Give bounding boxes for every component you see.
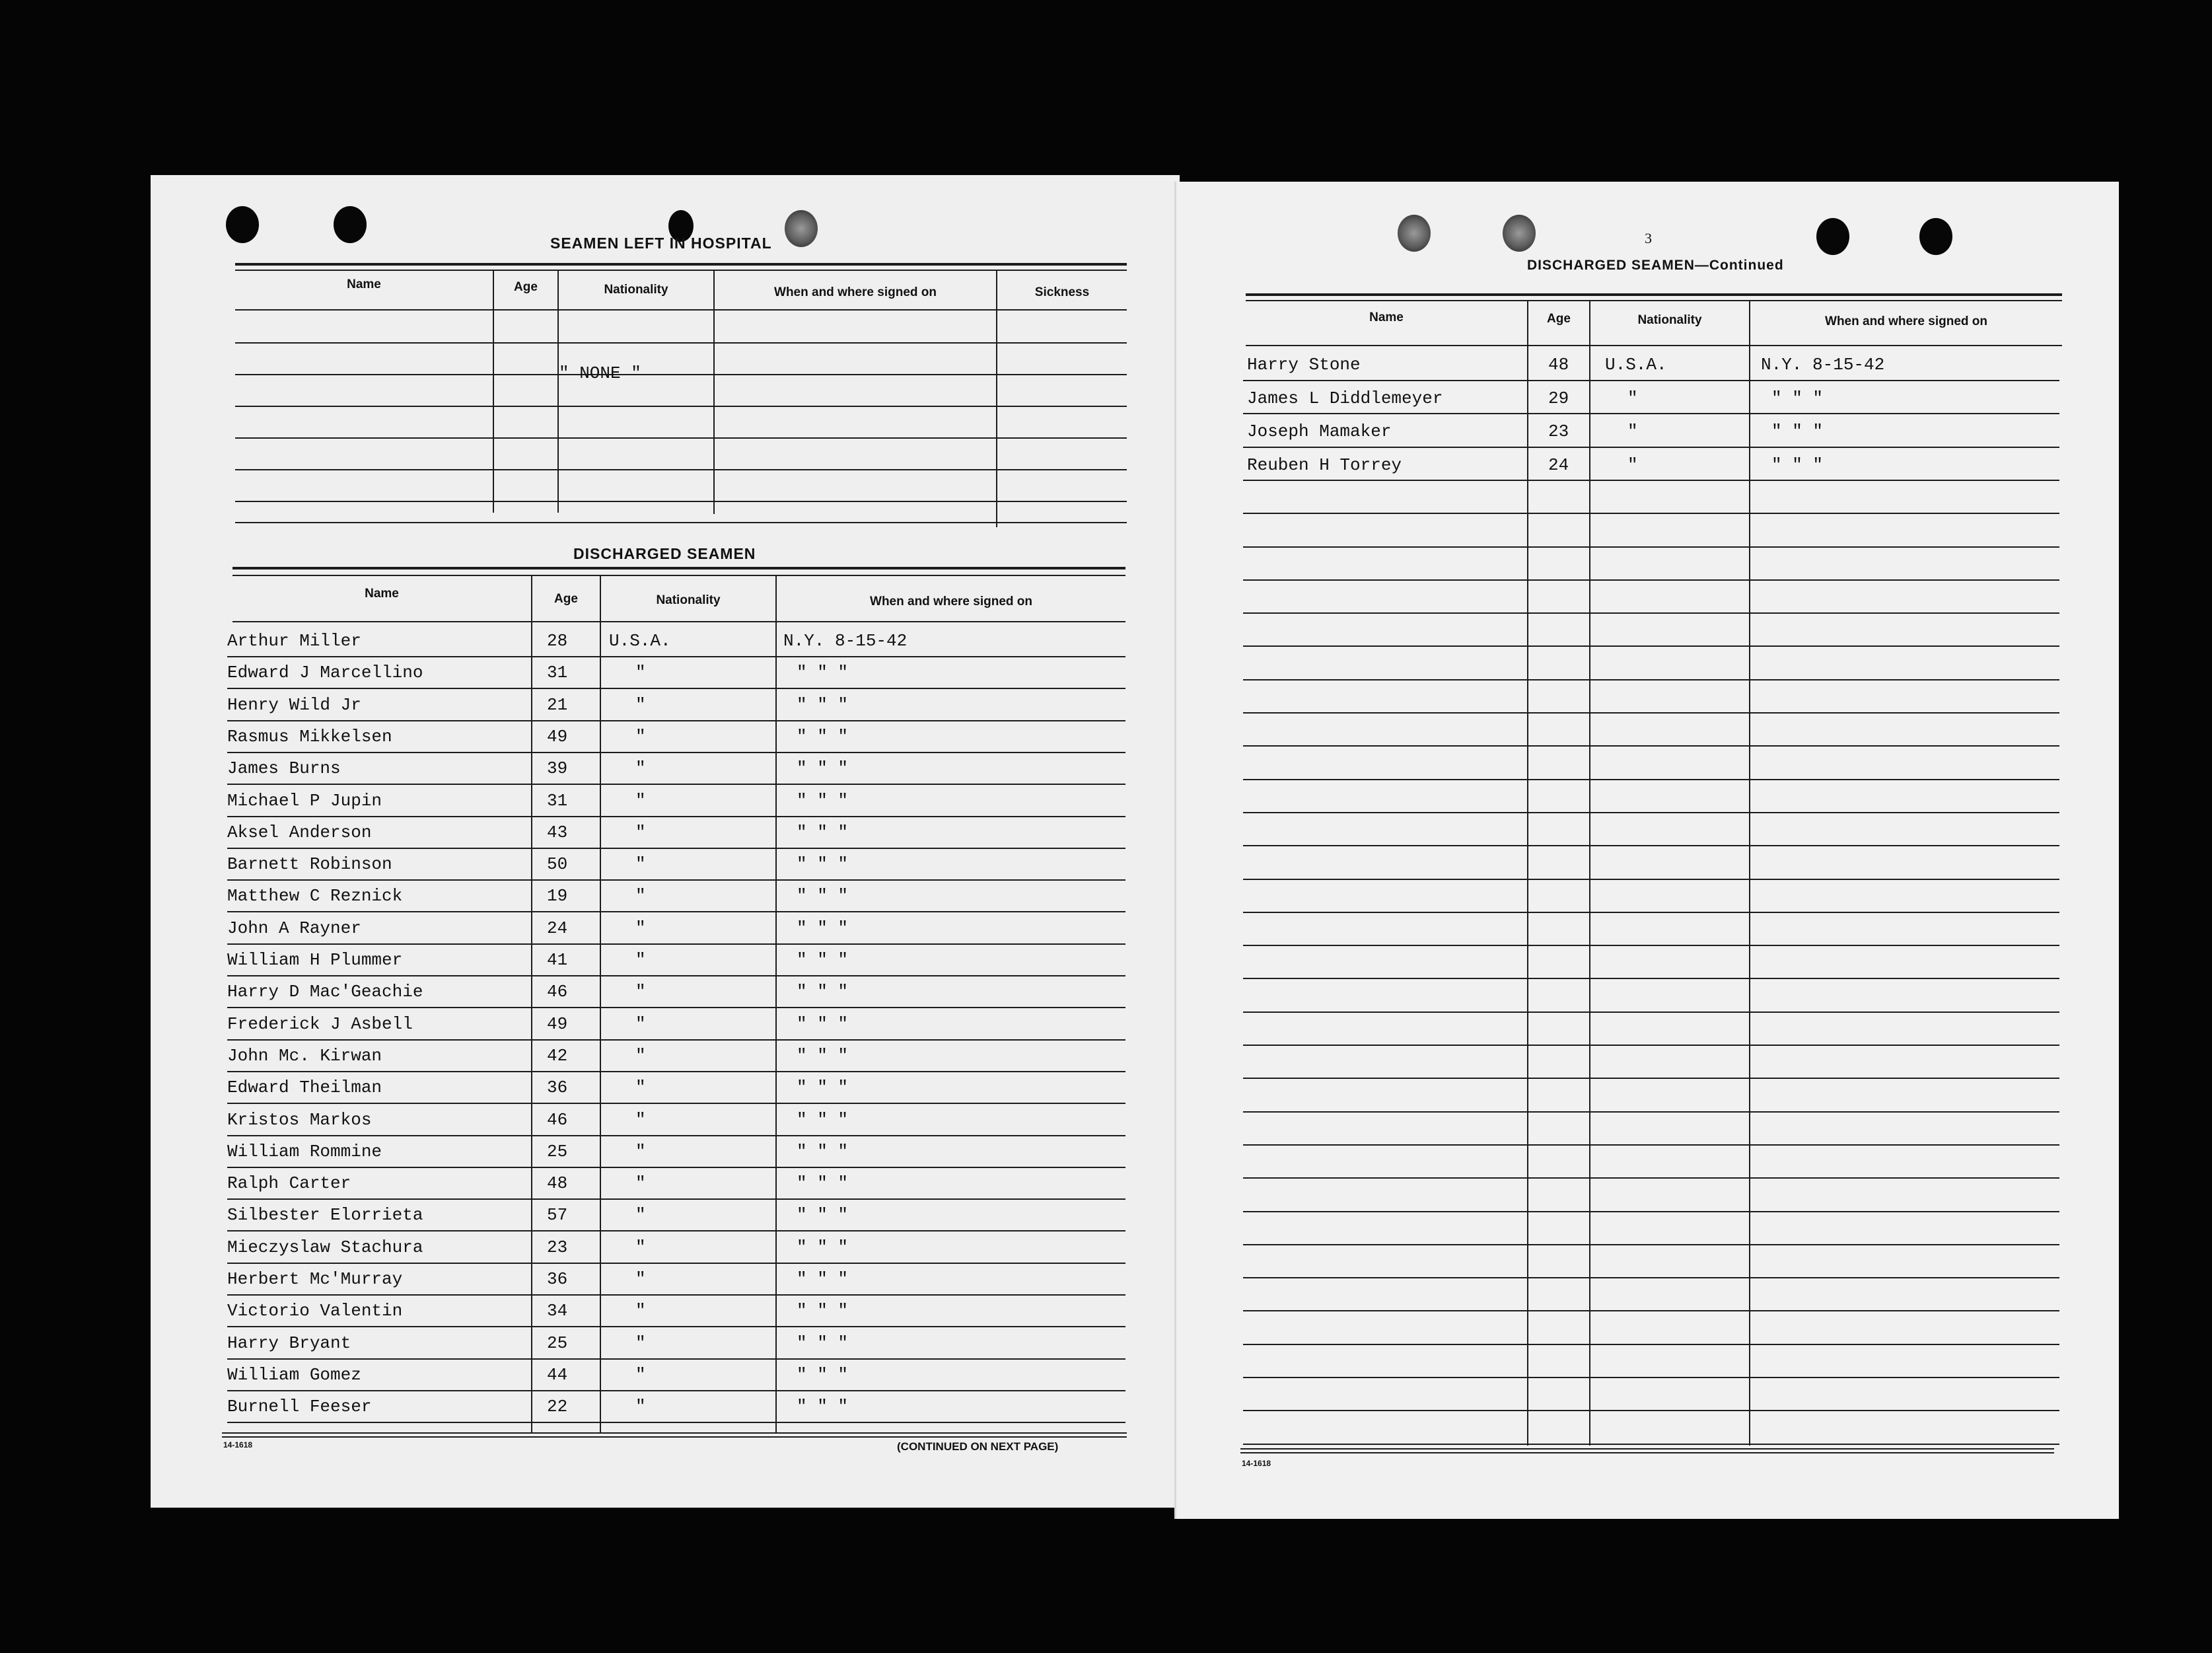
seaman-name: Harry D Mac'Geachie: [227, 982, 423, 1002]
seaman-nationality: ": [635, 1110, 646, 1130]
seaman-signed-on: " " ": [797, 950, 849, 970]
row-rule: [1243, 546, 2059, 548]
seaman-nationality: ": [1627, 388, 1638, 408]
seaman-nationality: ": [635, 1397, 646, 1416]
row-rule: [227, 848, 1125, 849]
row-rule: [227, 975, 1125, 976]
seaman-signed-on: " " ": [797, 1046, 849, 1066]
row-rule: [1243, 1078, 2059, 1079]
punch-hole: [1398, 215, 1431, 252]
seaman-signed-on: " " ": [797, 1142, 849, 1161]
row-rule: [1243, 912, 2059, 913]
seaman-signed-on: " " ": [797, 1365, 849, 1385]
seaman-age: 44: [547, 1365, 568, 1385]
seaman-age: 31: [547, 791, 568, 811]
row-rule: [1243, 1377, 2059, 1378]
seaman-name: Silbester Elorrieta: [227, 1205, 423, 1225]
seaman-signed-on: " " ": [797, 1078, 849, 1097]
row-rule: [1243, 1410, 2059, 1411]
seaman-name: Rasmus Mikkelsen: [227, 727, 392, 747]
seaman-name: John Mc. Kirwan: [227, 1046, 382, 1066]
row-rule: [227, 1263, 1125, 1264]
row-rule: [1243, 712, 2059, 714]
rule: [232, 621, 1125, 622]
punch-hole: [334, 206, 367, 243]
punch-hole: [1503, 215, 1536, 252]
seaman-nationality: ": [635, 918, 646, 938]
rule: [235, 374, 1127, 375]
row-rule: [1243, 1310, 2059, 1311]
row-rule: [227, 1326, 1125, 1327]
rule: [232, 575, 1125, 576]
rule: [1246, 345, 2062, 346]
seaman-age: 24: [1548, 455, 1569, 475]
seaman-name: Harry Bryant: [227, 1333, 351, 1353]
seaman-age: 48: [1548, 355, 1569, 375]
discharged-header-age: Age: [554, 592, 578, 606]
row-rule: [227, 752, 1125, 753]
seaman-signed-on: N.Y. 8-15-42: [783, 631, 908, 651]
discharged-header-signed: When and where signed on: [870, 595, 1032, 608]
seaman-name: Victorio Valentin: [227, 1301, 403, 1321]
seaman-name: William H Plummer: [227, 950, 403, 970]
seaman-nationality: ": [635, 791, 646, 811]
row-rule: [227, 1039, 1125, 1041]
punch-hole: [1919, 218, 1952, 255]
row-rule: [227, 1135, 1125, 1136]
seaman-signed-on: " " ": [797, 727, 849, 747]
seaman-signed-on: " " ": [797, 1014, 849, 1034]
seaman-nationality: ": [635, 886, 646, 906]
column-divider: [600, 575, 601, 1434]
seaman-age: 42: [547, 1046, 568, 1066]
seaman-nationality: ": [635, 1014, 646, 1034]
column-divider: [713, 270, 715, 514]
seaman-age: 49: [547, 1014, 568, 1034]
rule: [1240, 1452, 2054, 1453]
discharged-section-title: DISCHARGED SEAMEN: [573, 545, 756, 562]
seaman-age: 21: [547, 695, 568, 715]
row-rule: [1243, 779, 2059, 780]
hospital-header-age: Age: [514, 280, 538, 294]
rule: [222, 1432, 1127, 1434]
seaman-nationality: ": [635, 1078, 646, 1097]
rule: [235, 501, 1127, 502]
row-rule: [227, 911, 1125, 912]
seaman-name: Joseph Mamaker: [1247, 422, 1392, 441]
seaman-nationality: ": [1627, 422, 1638, 441]
rule: [235, 437, 1127, 439]
seaman-nationality: ": [635, 1142, 646, 1161]
column-divider: [531, 575, 532, 1434]
seaman-name: Michael P Jupin: [227, 791, 382, 811]
seaman-signed-on: " " ": [797, 1237, 849, 1257]
row-rule: [227, 943, 1125, 945]
seaman-signed-on: " " ": [1771, 388, 1824, 408]
row-rule: [1243, 1344, 2059, 1345]
column-divider: [775, 575, 777, 1434]
rule: [1246, 293, 2062, 296]
seaman-name: James L Diddlemeyer: [1247, 388, 1443, 408]
seaman-age: 24: [547, 918, 568, 938]
seaman-age: 23: [547, 1237, 568, 1257]
seaman-age: 41: [547, 950, 568, 970]
row-rule: [1243, 1244, 2059, 1245]
seaman-age: 23: [1548, 422, 1569, 441]
row-rule: [1243, 879, 2059, 880]
seaman-nationality: ": [635, 1046, 646, 1066]
seaman-nationality: ": [635, 1173, 646, 1193]
punch-hole: [1816, 218, 1849, 255]
seaman-nationality: ": [635, 695, 646, 715]
row-rule: [1243, 1211, 2059, 1212]
seaman-age: 19: [547, 886, 568, 906]
punch-hole: [785, 210, 818, 247]
row-rule: [227, 1230, 1125, 1231]
seaman-name: William Gomez: [227, 1365, 361, 1385]
row-rule: [227, 1358, 1125, 1360]
column-divider: [1749, 300, 1750, 1446]
row-rule: [1243, 945, 2059, 946]
rule: [235, 342, 1127, 344]
seaman-signed-on: " " ": [797, 1397, 849, 1416]
seaman-nationality: ": [635, 854, 646, 874]
right-page: [1174, 182, 2119, 1519]
seaman-signed-on: " " ": [1771, 422, 1824, 441]
seaman-name: Matthew C Reznick: [227, 886, 403, 906]
seaman-age: 48: [547, 1173, 568, 1193]
continued-note: (CONTINUED ON NEXT PAGE): [897, 1440, 1059, 1453]
seaman-name: Frederick J Asbell: [227, 1014, 413, 1034]
seaman-age: 31: [547, 663, 568, 682]
seaman-signed-on: " " ": [1771, 455, 1824, 475]
seaman-nationality: ": [635, 1205, 646, 1225]
seaman-nationality: ": [635, 758, 646, 778]
row-rule: [1243, 845, 2059, 846]
seaman-nationality: ": [635, 1365, 646, 1385]
hospital-section-title: SEAMEN LEFT IN HOSPITAL: [550, 235, 772, 252]
seaman-age: 29: [1548, 388, 1569, 408]
row-rule: [1243, 978, 2059, 979]
seaman-nationality: ": [635, 1333, 646, 1353]
seaman-signed-on: " " ": [797, 1269, 849, 1289]
seaman-name: Edward Theilman: [227, 1078, 382, 1097]
seaman-signed-on: " " ": [797, 854, 849, 874]
seaman-age: 43: [547, 823, 568, 842]
seaman-signed-on: " " ": [797, 918, 849, 938]
form-number: 14-1618: [1242, 1459, 1271, 1468]
seaman-name: Barnett Robinson: [227, 854, 392, 874]
seaman-signed-on: " " ": [797, 663, 849, 682]
hospital-header-signed: When and where signed on: [774, 285, 937, 299]
column-divider: [493, 270, 494, 513]
continued-header-age: Age: [1547, 312, 1571, 326]
seaman-name: Burnell Feeser: [227, 1397, 372, 1416]
rule: [235, 469, 1127, 470]
row-rule: [1243, 1444, 2059, 1445]
seaman-signed-on: " " ": [797, 823, 849, 842]
hospital-header-sickness: Sickness: [1034, 285, 1090, 299]
punch-hole: [226, 206, 259, 243]
seaman-nationality: ": [635, 1301, 646, 1321]
page-fold: [1174, 182, 1176, 1519]
seaman-signed-on: " " ": [797, 1173, 849, 1193]
row-rule: [1243, 1045, 2059, 1046]
seaman-signed-on: " " ": [797, 1333, 849, 1353]
rule: [1246, 300, 2062, 301]
seaman-age: 46: [547, 1110, 568, 1130]
seaman-age: 36: [547, 1078, 568, 1097]
seaman-age: 34: [547, 1301, 568, 1321]
row-rule: [227, 1007, 1125, 1008]
row-rule: [1243, 1011, 2059, 1013]
row-rule: [1243, 1177, 2059, 1179]
seaman-name: Ralph Carter: [227, 1173, 351, 1193]
row-rule: [227, 1198, 1125, 1200]
seaman-age: 28: [547, 631, 568, 651]
seaman-age: 46: [547, 982, 568, 1002]
hospital-header-name: Name: [347, 277, 381, 291]
seaman-name: Edward J Marcellino: [227, 663, 423, 682]
seaman-name: Henry Wild Jr: [227, 695, 361, 715]
seaman-signed-on: " " ": [797, 1301, 849, 1321]
row-rule: [1243, 645, 2059, 647]
seaman-age: 36: [547, 1269, 568, 1289]
seaman-age: 49: [547, 727, 568, 747]
seaman-signed-on: " " ": [797, 1110, 849, 1130]
seaman-nationality: ": [635, 982, 646, 1002]
seaman-signed-on: " " ": [797, 695, 849, 715]
continued-header-signed: When and where signed on: [1825, 314, 1987, 328]
row-rule: [227, 1071, 1125, 1072]
rule: [222, 1436, 1127, 1438]
continued-section-title: DISCHARGED SEAMEN—Continued: [1527, 258, 1784, 273]
row-rule: [1243, 679, 2059, 680]
seaman-age: 57: [547, 1205, 568, 1225]
row-rule: [227, 1390, 1125, 1391]
seaman-nationality: ": [635, 1269, 646, 1289]
rule: [1240, 1448, 2054, 1450]
rule: [235, 263, 1127, 266]
form-number: 14-1618: [223, 1440, 253, 1450]
rule: [235, 270, 1127, 271]
row-rule: [1243, 612, 2059, 614]
column-divider: [1527, 300, 1528, 1446]
row-rule: [227, 656, 1125, 657]
seaman-name: Reuben H Torrey: [1247, 455, 1402, 475]
row-rule: [227, 688, 1125, 689]
seaman-age: 39: [547, 758, 568, 778]
row-rule: [1243, 1144, 2059, 1146]
row-rule: [227, 816, 1125, 817]
seaman-name: Aksel Anderson: [227, 823, 372, 842]
seaman-nationality: U.S.A.: [1605, 355, 1667, 375]
row-rule: [227, 879, 1125, 881]
seaman-signed-on: " " ": [797, 791, 849, 811]
row-rule: [227, 1167, 1125, 1168]
continued-header-nationality: Nationality: [1637, 313, 1702, 327]
seaman-nationality: ": [635, 663, 646, 682]
row-rule: [227, 720, 1125, 721]
seaman-age: 22: [547, 1397, 568, 1416]
rule: [235, 522, 1127, 523]
column-divider: [996, 270, 997, 527]
discharged-header-name: Name: [365, 587, 399, 601]
seaman-signed-on: " " ": [797, 1205, 849, 1225]
seaman-nationality: ": [635, 823, 646, 842]
row-rule: [1243, 513, 2059, 514]
discharged-header-nationality: Nationality: [656, 593, 721, 607]
row-rule: [1243, 447, 2059, 448]
seaman-nationality: U.S.A.: [609, 631, 671, 651]
seaman-age: 50: [547, 854, 568, 874]
seaman-name: William Rommine: [227, 1142, 382, 1161]
row-rule: [1243, 745, 2059, 747]
seaman-name: Harry Stone: [1247, 355, 1361, 375]
seaman-nationality: ": [1627, 455, 1638, 475]
seaman-signed-on: " " ": [797, 886, 849, 906]
seaman-signed-on: " " ": [797, 982, 849, 1002]
row-rule: [1243, 380, 2059, 381]
seaman-name: Arthur Miller: [227, 631, 361, 651]
seaman-name: John A Rayner: [227, 918, 361, 938]
row-rule: [227, 1422, 1125, 1423]
seaman-name: Mieczyslaw Stachura: [227, 1237, 423, 1257]
page-number: 3: [1645, 230, 1652, 246]
row-rule: [1243, 812, 2059, 813]
seaman-age: 25: [547, 1333, 568, 1353]
hospital-entry: " NONE ": [559, 363, 641, 383]
rule: [235, 309, 1127, 311]
row-rule: [227, 1103, 1125, 1104]
row-rule: [227, 1294, 1125, 1296]
row-rule: [1243, 1277, 2059, 1278]
seaman-age: 25: [547, 1142, 568, 1161]
seaman-signed-on: N.Y. 8-15-42: [1761, 355, 1885, 375]
seaman-signed-on: " " ": [797, 758, 849, 778]
column-divider: [1589, 300, 1590, 1446]
row-rule: [1243, 579, 2059, 581]
hospital-header-nationality: Nationality: [604, 283, 668, 297]
seaman-nationality: ": [635, 727, 646, 747]
row-rule: [227, 784, 1125, 785]
continued-header-name: Name: [1369, 311, 1404, 324]
row-rule: [1243, 413, 2059, 414]
row-rule: [1243, 1111, 2059, 1113]
row-rule: [1243, 480, 2059, 481]
seaman-nationality: ": [635, 950, 646, 970]
column-divider: [557, 270, 559, 513]
seaman-nationality: ": [635, 1237, 646, 1257]
seaman-name: Herbert Mc'Murray: [227, 1269, 403, 1289]
rule: [232, 567, 1125, 569]
seaman-name: Kristos Markos: [227, 1110, 372, 1130]
rule: [235, 406, 1127, 407]
seaman-name: James Burns: [227, 758, 341, 778]
